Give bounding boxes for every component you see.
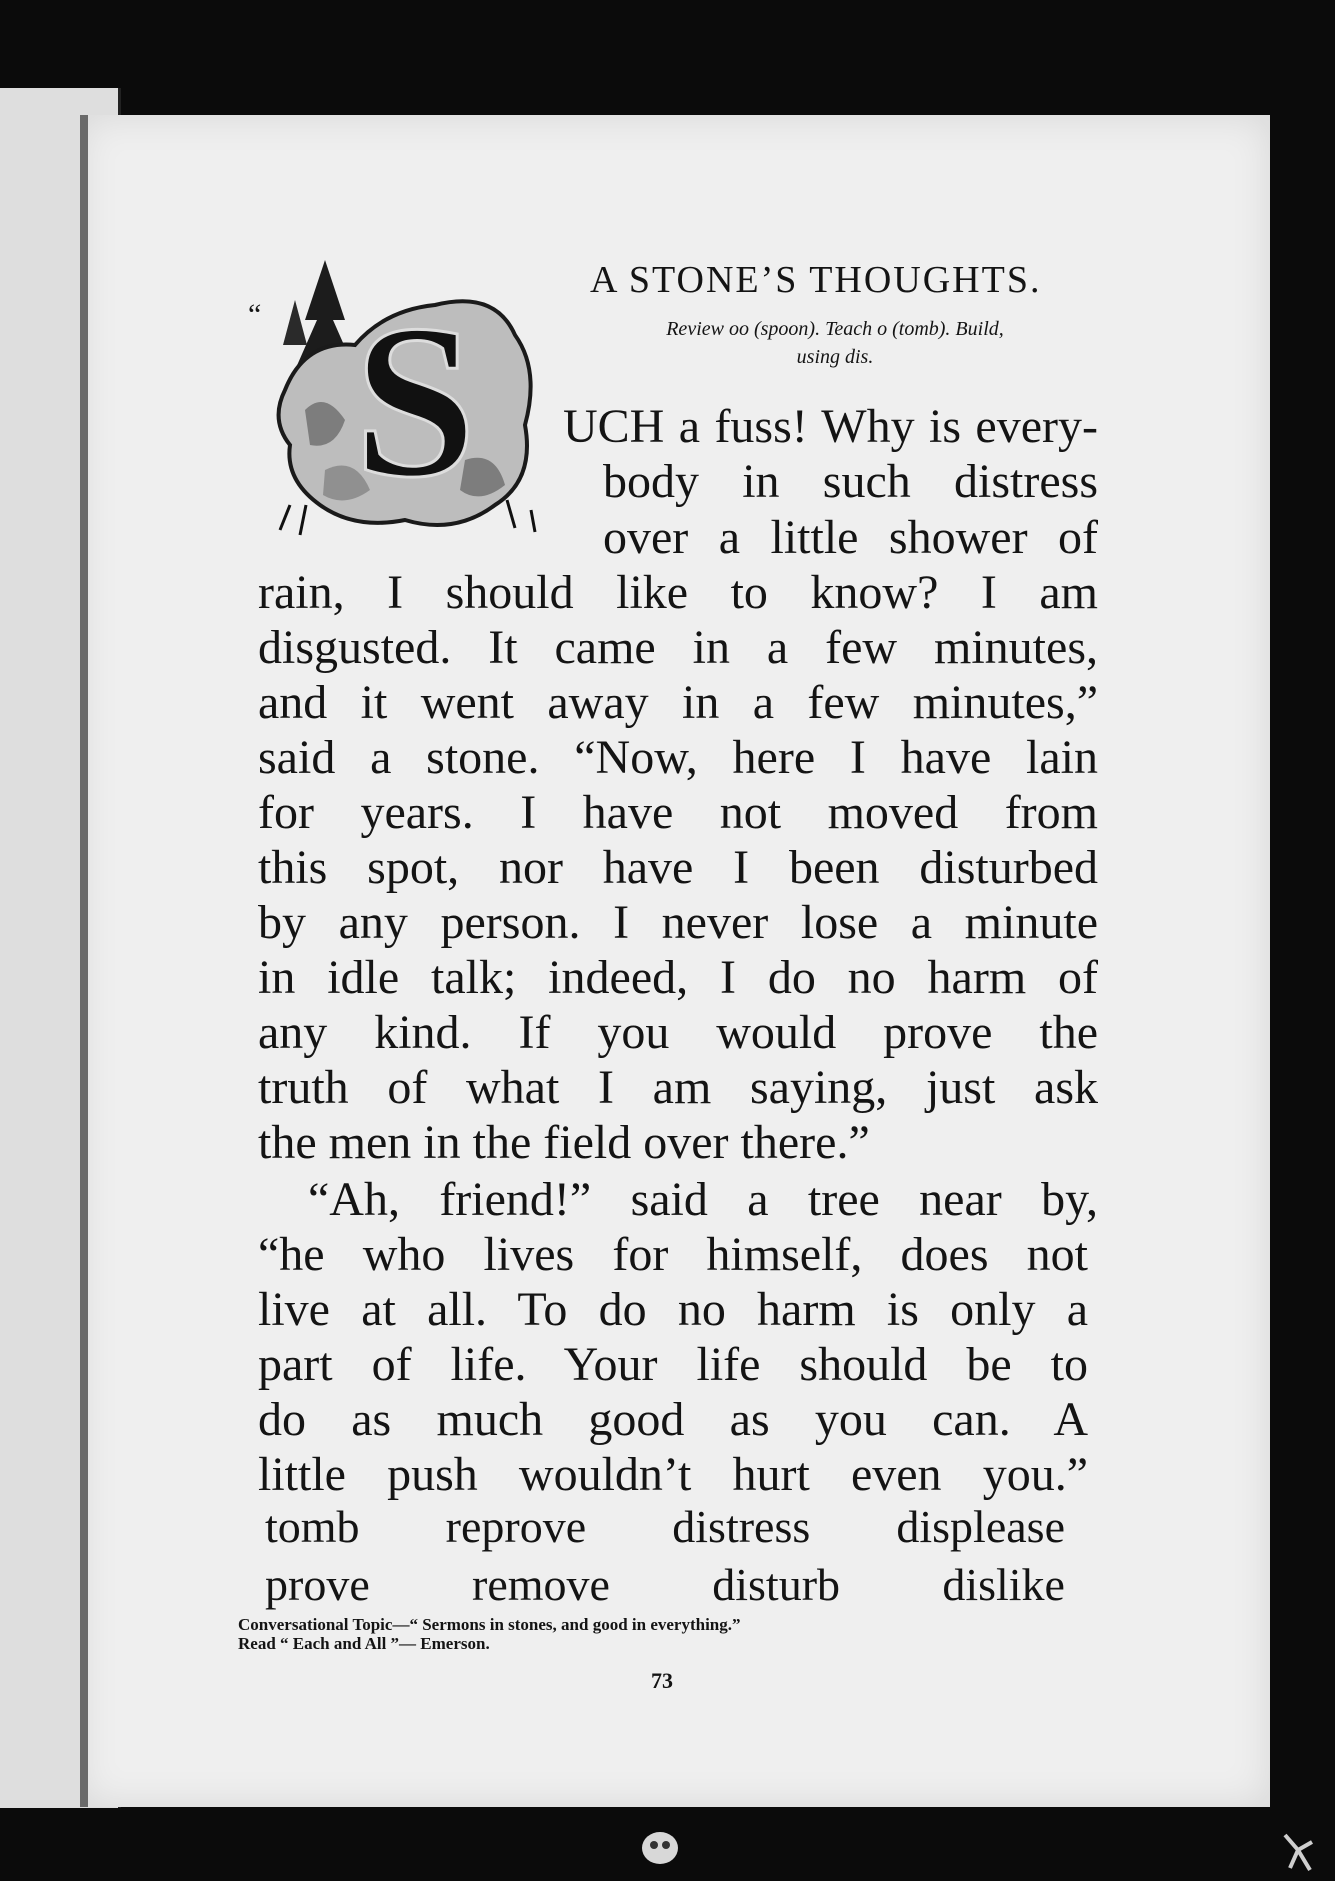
spelling-word: reprove: [445, 1501, 587, 1552]
spelling-word: prove: [265, 1559, 370, 1610]
lesson-instructions-line-2: using dis.: [796, 346, 874, 368]
reading-reference: Read “ Each and All ”— Emerson.: [238, 1634, 490, 1653]
text-line: truth of what I am saying, just ask: [258, 1061, 1098, 1114]
text-line: disgusted. It came in a few minutes,: [258, 621, 1098, 674]
lesson-instructions: [555, 315, 1115, 371]
text-line: this spot, nor have I been disturbed: [258, 841, 1098, 894]
text-line: any kind. If you would prove the: [258, 1006, 1098, 1059]
text-line: over a little shower of: [603, 511, 1098, 564]
text-line: live at all. To do no harm is only a: [258, 1283, 1088, 1336]
spelling-word-row: [265, 1558, 1065, 1611]
text-line: for years. I have not moved from: [258, 786, 1098, 839]
svg-text:S: S: [353, 279, 477, 523]
scan-smudge-icon: [600, 1818, 720, 1878]
spelling-word: tomb: [265, 1501, 360, 1552]
story-title: A STONE’S THOUGHTS.: [590, 259, 1042, 301]
text-line: said a stone. “Now, here I have lain: [258, 731, 1098, 784]
ornamental-initial-s-icon: [265, 250, 555, 540]
text-line: body in such distress: [603, 455, 1098, 508]
text-line: in idle talk; indeed, I do no harm of: [258, 951, 1098, 1004]
text-line: “he who lives for himself, does not: [258, 1228, 1088, 1281]
conversational-topic: Conversational Topic—“ Sermons in stones, and good in everything.”: [238, 1615, 741, 1634]
spelling-word: distress: [672, 1501, 811, 1552]
opening-quote: “: [248, 298, 262, 331]
text-line: rain, I should like to know? I am: [258, 566, 1098, 619]
scan-artifact-icon: [1280, 1830, 1320, 1875]
page-edge: [80, 115, 88, 1807]
text-line: the men in the field over there.”: [258, 1116, 870, 1169]
spelling-word-row: [265, 1500, 1065, 1553]
text-line: UCH a fuss! Why is every-: [563, 400, 1098, 453]
text-line: by any person. I never lose a minute: [258, 896, 1098, 949]
text-line: little push wouldn’t hurt even you.”: [258, 1448, 1088, 1501]
spelling-word: displease: [896, 1501, 1065, 1552]
lesson-instructions-line-1: Review oo (spoon). Teach o (tomb). Build,: [666, 318, 1004, 340]
spelling-word: remove: [472, 1559, 610, 1610]
text-line: part of life. Your life should be to: [258, 1338, 1088, 1391]
spelling-word: dislike: [942, 1559, 1065, 1610]
page-number: 73: [651, 1668, 673, 1693]
text-line: “Ah, friend!” said a tree near by,: [308, 1173, 1098, 1226]
text-line: and it went away in a few minutes,”: [258, 676, 1098, 729]
text-line: do as much good as you can. A: [258, 1393, 1088, 1446]
footnotes: [238, 1615, 1078, 1653]
spelling-word: disturb: [712, 1559, 841, 1610]
